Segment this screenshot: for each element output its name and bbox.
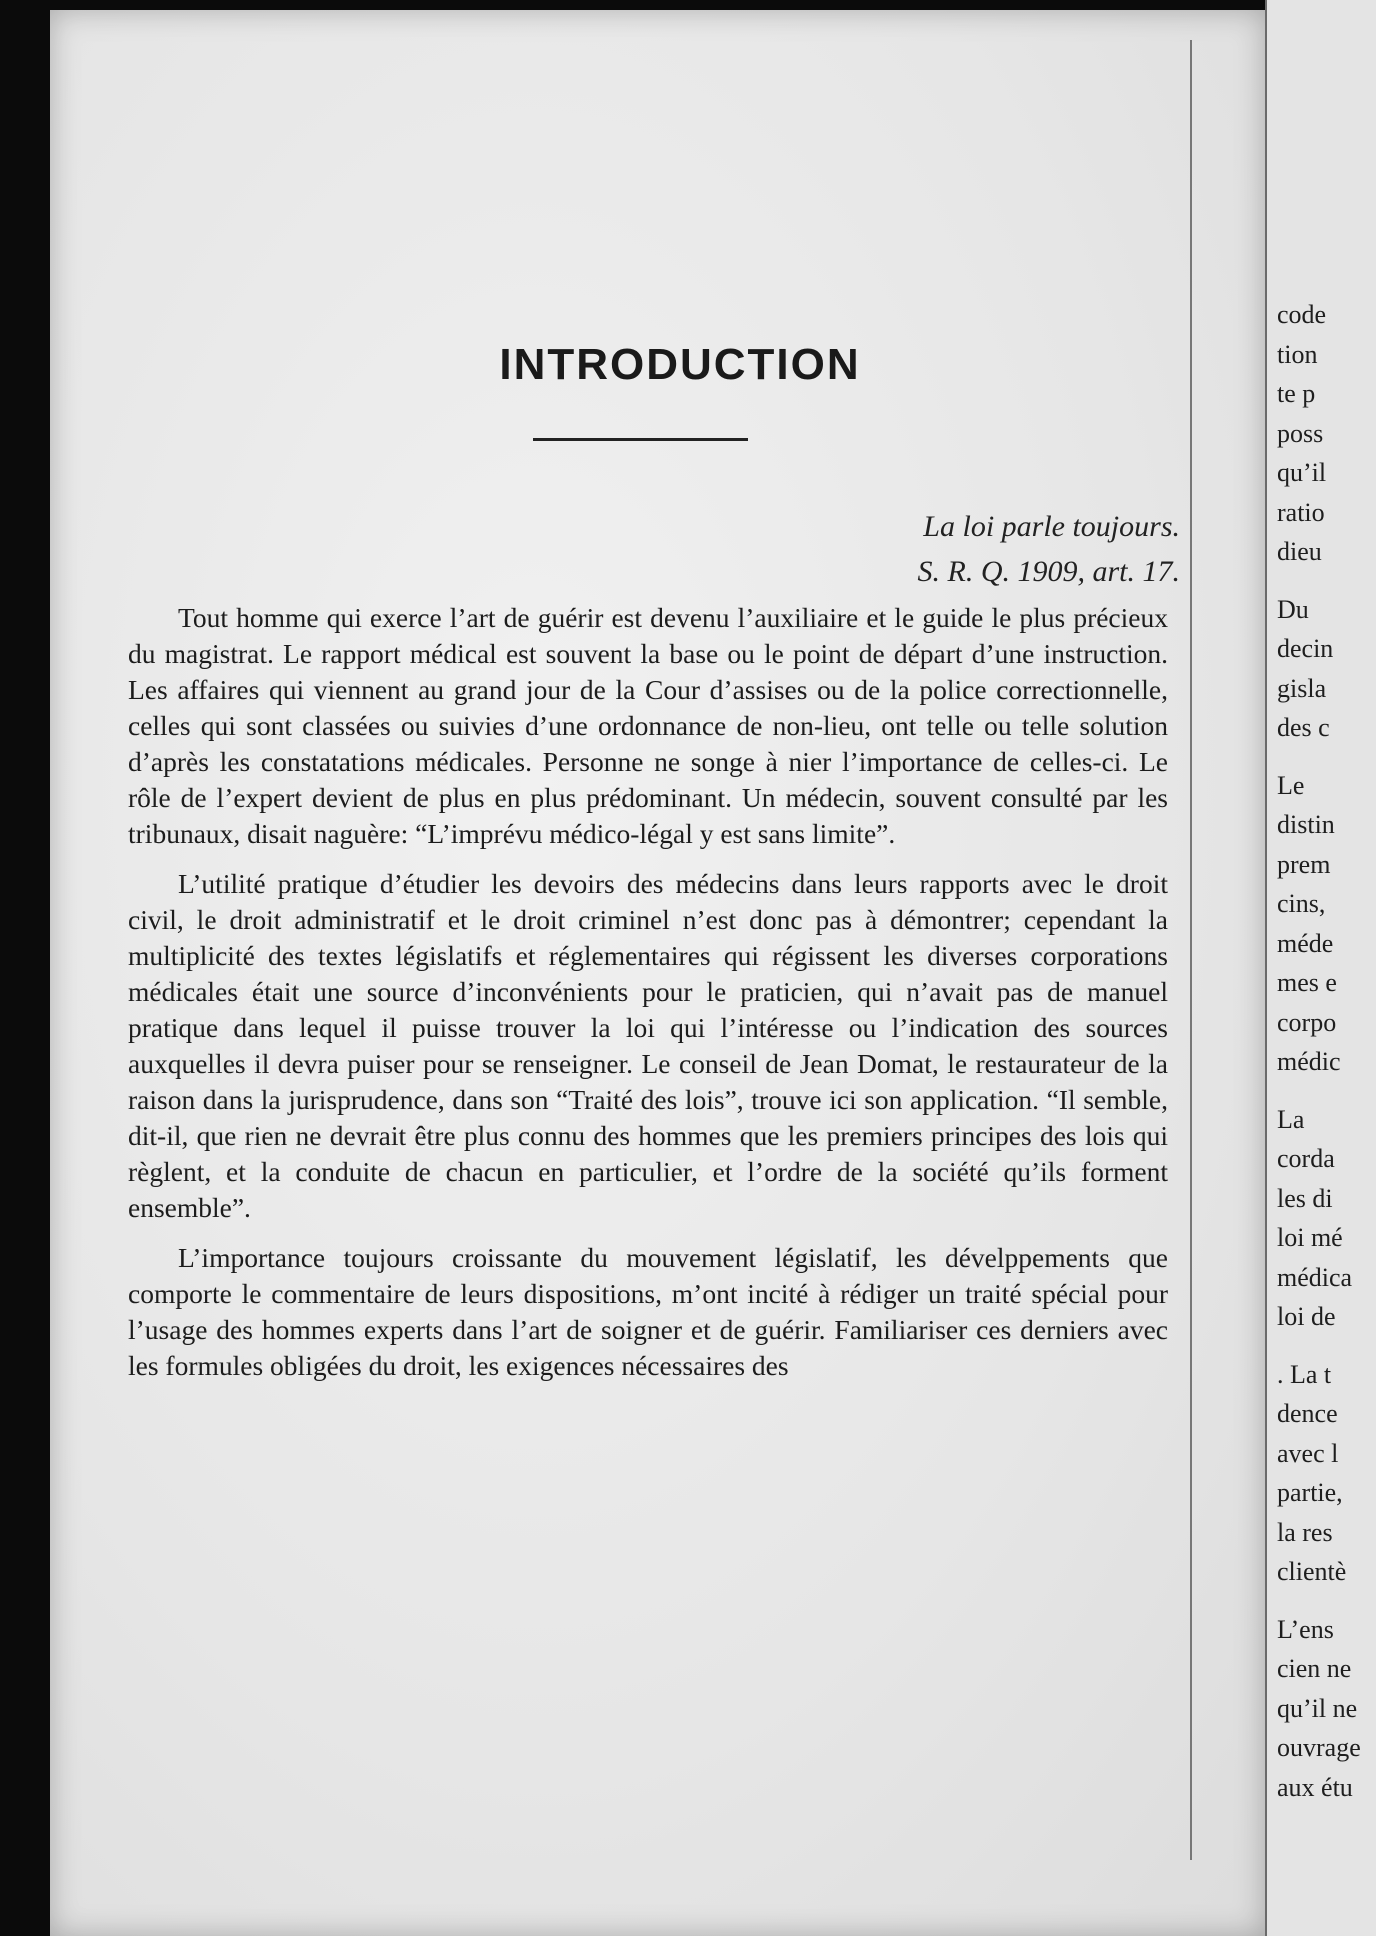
- right-page-line: tion: [1277, 339, 1318, 369]
- right-page-line: les di: [1277, 1183, 1333, 1213]
- right-page-line: te p: [1277, 379, 1316, 408]
- right-page-line: la res: [1277, 1517, 1333, 1547]
- right-page-line: ouvrage: [1277, 1733, 1361, 1762]
- right-page-line: ratio: [1277, 497, 1325, 527]
- paragraph-gap: [1277, 748, 1376, 766]
- chapter-heading: INTRODUCTION: [499, 340, 861, 389]
- right-page-line: Du: [1277, 594, 1309, 624]
- right-page-line: . La t: [1277, 1359, 1332, 1389]
- right-page-line: loi de: [1277, 1302, 1336, 1331]
- right-page-line: médic: [1277, 1047, 1341, 1076]
- right-page-line: cins,: [1277, 889, 1326, 918]
- right-page-line: clientè: [1277, 1557, 1347, 1586]
- epigraph-citation: S. R. Q. 1909, art. 17.: [917, 555, 1180, 588]
- paragraph-gap: [1277, 572, 1376, 590]
- right-page-line: La: [1277, 1104, 1305, 1134]
- right-page-line: poss: [1277, 418, 1324, 448]
- paragraph-gap: [1277, 1592, 1376, 1610]
- right-page-line: partie,: [1277, 1478, 1343, 1507]
- right-page-line: L’ens: [1277, 1614, 1334, 1644]
- right-page-line: gisla: [1277, 673, 1327, 703]
- paragraph-gap: [1277, 1082, 1376, 1100]
- paragraph: L’importance toujours croissante du mouvement législatif, les dévelppements que comporte le commentaire de leurs dispositions, m’ont incité à rédiger un traité spécial pour l’usage des hommes experts dans l’art de soigner et de guérir. Familiariser ces derniers avec les formules obligées du droit, les exigences nécessaires des: [128, 1242, 1168, 1381]
- right-page-line: dence: [1277, 1399, 1338, 1428]
- right-page-line: corpo: [1277, 1007, 1337, 1037]
- right-page-line: dieu: [1277, 537, 1322, 566]
- right-page-line: qu’il: [1277, 458, 1327, 487]
- right-page-line: code: [1277, 300, 1327, 329]
- right-page-line: méde: [1277, 928, 1334, 958]
- page-fold-line: [1190, 40, 1192, 1860]
- paragraph-gap: [1277, 1337, 1376, 1355]
- right-page-line: distin: [1277, 810, 1335, 839]
- right-page-line: corda: [1277, 1144, 1335, 1173]
- epigraph-quote: La loi parle toujours.: [923, 510, 1180, 543]
- right-page-text: [1277, 295, 1376, 1807]
- right-page-line: mes e: [1277, 968, 1337, 997]
- right-page-line: loi mé: [1277, 1223, 1343, 1252]
- right-page: [1265, 0, 1376, 1936]
- heading-rule: [533, 438, 748, 441]
- right-page-line: qu’il ne: [1277, 1693, 1358, 1723]
- right-page-line: prem: [1277, 849, 1331, 879]
- paragraph: L’utilité pratique d’étudier les devoirs des médecins dans leurs rapports avec le droit civil, le droit administratif et le droit criminel n’est donc pas à démontrer; cependant la multiplicité des textes législatifs et réglementaires qui régissent les diverses corporations médicales était une source d’inconvénients pour le praticien, qui n’avait pas de manuel pratique dans lequel il puisse trouver la loi qui l’intéresse ou l’indication des sources auxquelles il devra puiser pour se renseigner. Le conseil de Jean Domat, le restaurateur de la raison dans la jurisprudence, dans son “Traité des lois”, trouve ici son application. “Il semble, dit-il, que rien ne devrait être plus connu des hommes que les premiers principes des lois qui règlent, et la conduite de chacun en particulier, et l’ordre de la société qu’ils forment ensemble”.: [128, 868, 1168, 1223]
- right-page-line: des c: [1277, 713, 1330, 742]
- right-page-line: avec l: [1277, 1438, 1339, 1468]
- right-page-line: Le: [1277, 770, 1305, 800]
- paragraph: Tout homme qui exerce l’art de guérir est devenu l’auxiliaire et le guide le plus précieux du magistrat. Le rapport médical est souvent la base ou le point de départ d’une instruction. Les affaires qui viennent au grand jour de la Cour d’assises ou de la police correctionnelle, celles qui sont classées ou suivies d’une ordonnance de non-lieu, ont telle ou telle solution d’après les constatations médicales. Personne ne songe à nier l’importance de celles-ci. Le rôle de l’expert devient de plus en plus prédominant. Un médecin, souvent consulté par les tribunaux, disait naguère: “L’imprévu médico-légal y est sans limite”.: [128, 602, 1168, 849]
- right-page-line: médica: [1277, 1262, 1353, 1292]
- right-page-line: decin: [1277, 634, 1334, 663]
- body-text: [128, 600, 1168, 1398]
- right-page-line: cien ne: [1277, 1654, 1352, 1683]
- right-page-line: aux étu: [1277, 1772, 1353, 1802]
